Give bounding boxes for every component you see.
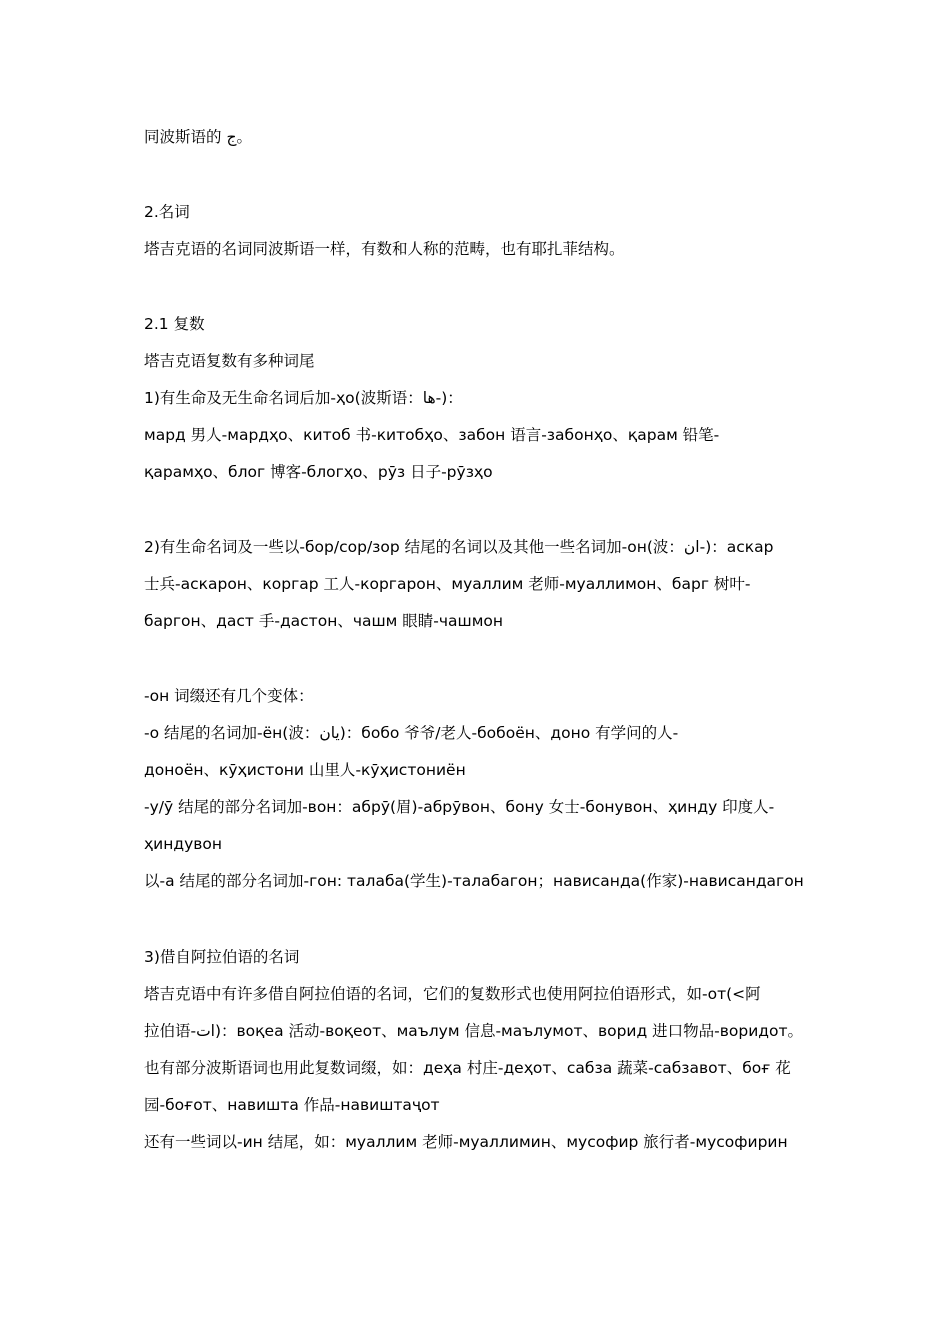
text-line: 士兵-аскарон、коргар 工人-коргарон、муаллим 老师-муаллимон、барг 树叶- xyxy=(144,575,751,593)
section-heading-plural: 2.1 复数 xyxy=(144,315,205,333)
text-line: -он 词缀还有几个变体： xyxy=(144,687,314,705)
text-line: 也有部分波斯语词也用此复数词缀，如：деҳа 村庄-деҳот、сабза 蔬菜-сабзавот、боғ 花 xyxy=(144,1059,791,1077)
text-line: ҳиндувон xyxy=(144,835,223,853)
text-line: 塔吉克语的名词同波斯语一样，有数和人称的范畴，也有耶扎菲结构。 xyxy=(144,240,625,258)
section-heading-arabic-loans: 3)借自阿拉伯语的名词 xyxy=(144,948,300,966)
text-line: 塔吉克语复数有多种词尾 xyxy=(144,352,315,370)
text-line: 1)有生命及无生命名词后加-ҳо(波斯语：ها-)： xyxy=(144,389,463,407)
text-line: 还有一些词以-ин 结尾，如：муаллим 老师-муаллимин、мусофир 旅行者-мусофирин xyxy=(144,1133,788,1151)
text-line: доноён、кӯҳистони 山里人-кӯҳистониён xyxy=(144,761,466,779)
section-heading-nouns: 2.名词 xyxy=(144,203,190,221)
text-line: баргон、даст 手-дастон、чашм 眼睛-чашмон xyxy=(144,612,504,630)
text-line: 拉伯语-ات)：воқеа 活动-воқеот、маълум 信息-маълумот、ворид 进口物品-воридот。 xyxy=(144,1022,804,1040)
text-line: 以-а 结尾的部分名词加-гон: талаба(学生)-талабагон；нависанда(作家)-нависандагон xyxy=(144,872,804,890)
text-line: мард 男人-мардҳо、китоб 书-китобҳо、забон 语言-забонҳо、қарам 铅笔- xyxy=(144,426,720,444)
text-line: 同波斯语的 ج。 xyxy=(144,128,252,146)
text-line: қарамҳо、блог 博客-блогҳо、рӯз 日子-рӯзҳо xyxy=(144,463,493,481)
text-line: 2)有生命名词及一些以-бор/сор/зор 结尾的名词以及其他一些名词加-он(波：ان-)：аскар xyxy=(144,538,774,556)
text-line: 塔吉克语中有许多借自阿拉伯语的名词，它们的复数形式也使用阿拉伯语形式，如-от(<阿 xyxy=(144,985,761,1003)
text-line: 园-боғот、навишта 作品-навиштаҷот xyxy=(144,1096,440,1114)
text-line: -о 结尾的名词加-ён(波：یان)：бобо 爷爷/老人-бобоён、доно 有学问的人- xyxy=(144,724,679,742)
text-line: -у/ӯ 结尾的部分名词加-вон：абрӯ(眉)-абрӯвон、бону 女士-бонувон、ҳинду 印度人- xyxy=(144,798,775,816)
